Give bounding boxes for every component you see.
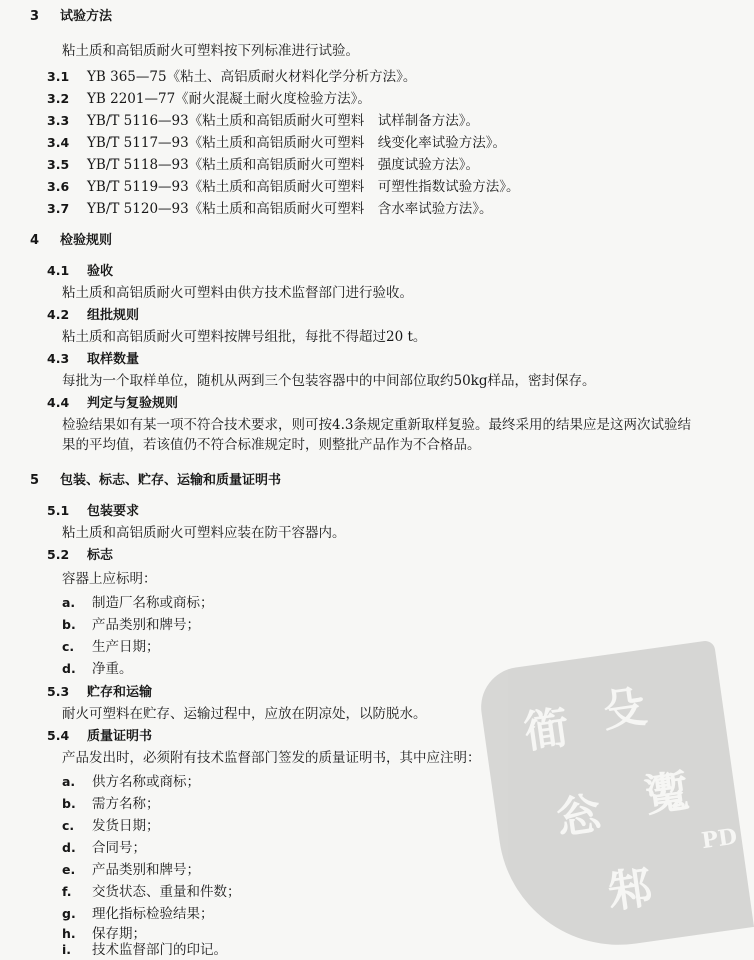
subsection-4-4-heading: 4.4 判定与复验规则 xyxy=(47,395,179,411)
subsection-4-3-text: 每批为一个取样单位，随机从两到三个包装容器中的中间部位取约50kg样品，密封保存。 xyxy=(62,373,596,389)
std-item-3-2: 3.2 YB 2201—77《耐火混凝土耐火度检验方法》。 xyxy=(47,91,371,107)
watermark-seal: 衜 殳 忩 魙 邾 PD xyxy=(476,640,754,960)
subsection-5-3-heading: 5.3 贮存和运输 xyxy=(47,684,153,700)
list-item: c. 发货日期； xyxy=(62,818,160,834)
std-item-3-3: 3.3 YB/T 5116—93《粘土质和高铝质耐火可塑料 试样制备方法》。 xyxy=(47,113,479,129)
list-item: b. 需方名称； xyxy=(62,796,160,812)
subsection-5-1-text: 粘土质和高铝质耐火可塑料应装在防干容器内。 xyxy=(62,525,346,541)
list-item: d. 合同号； xyxy=(62,840,146,856)
list-item: i. 技术监督部门的印记。 xyxy=(62,942,227,958)
std-item-3-5: 3.5 YB/T 5118—93《粘土质和高铝质耐火可塑料 强度试验方法》。 xyxy=(47,157,479,173)
subsection-4-4-text: 检验结果如有某一项不符合技术要求，则可按4.3条规定重新取样复验。最终采用的结果应是这两次试验结果的平均值，若该值仍不符合标准规定时，则整批产品作为不合格品。 xyxy=(62,417,691,453)
list-item: g. 理化指标检验结果； xyxy=(62,906,214,922)
list-item: a. 制造厂名称或商标； xyxy=(62,595,214,611)
subsection-4-1-heading: 4.1 验收 xyxy=(47,263,114,279)
subsection-4-3-heading: 4.3 取样数量 xyxy=(47,351,140,367)
list-item: h. 保存期； xyxy=(62,926,146,942)
subsection-5-4-intro: 产品发出时，必须附有技术监督部门签发的质量证明书，其中应注明： xyxy=(62,750,481,766)
section-3-intro: 粘土质和高铝质耐火可塑料按下列标准进行试验。 xyxy=(62,43,359,59)
list-item: a. 供方名称或商标； xyxy=(62,774,200,790)
section-5-heading: 5 包装、标志、贮存、运输和质量证明书 xyxy=(30,473,282,488)
list-item: f. 交货状态、重量和件数； xyxy=(62,884,241,900)
std-item-3-1: 3.1 YB 365—75《粘土、高铝质耐火材料化学分析方法》。 xyxy=(47,69,417,85)
std-item-3-7: 3.7 YB/T 5120—93《粘土质和高铝质耐火可塑料 含水率试验方法》。 xyxy=(47,201,493,217)
subsection-4-1-text: 粘土质和高铝质耐火可塑料由供方技术监督部门进行验收。 xyxy=(62,285,413,301)
list-item: d. 净重。 xyxy=(62,661,133,677)
subsection-5-1-heading: 5.1 包装要求 xyxy=(47,503,140,519)
section-4-heading: 4 检验规则 xyxy=(30,233,113,248)
subsection-4-2-heading: 4.2 组批规则 xyxy=(47,307,140,323)
list-item: c. 生产日期； xyxy=(62,639,160,655)
subsection-4-2-text: 粘土质和高铝质耐火可塑料按牌号组批，每批不得超过20 t。 xyxy=(62,329,427,345)
section-3-heading: 3 试验方法 xyxy=(30,9,113,24)
list-item: e. 产品类别和牌号； xyxy=(62,862,200,878)
subsection-5-4-heading: 5.4 质量证明书 xyxy=(47,728,153,744)
subsection-5-3-text: 耐火可塑料在贮存、运输过程中，应放在阴凉处，以防脱水。 xyxy=(62,706,427,722)
list-item: b. 产品类别和牌号； xyxy=(62,617,200,633)
subsection-5-2-heading: 5.2 标志 xyxy=(47,547,114,563)
std-item-3-4: 3.4 YB/T 5117—93《粘土质和高铝质耐火可塑料 线变化率试验方法》。 xyxy=(47,135,506,151)
std-item-3-6: 3.6 YB/T 5119—93《粘土质和高铝质耐火可塑料 可塑性指数试验方法》。 xyxy=(47,179,520,195)
watermark-text: PD xyxy=(699,823,739,855)
subsection-5-2-intro: 容器上应标明： xyxy=(62,571,157,587)
